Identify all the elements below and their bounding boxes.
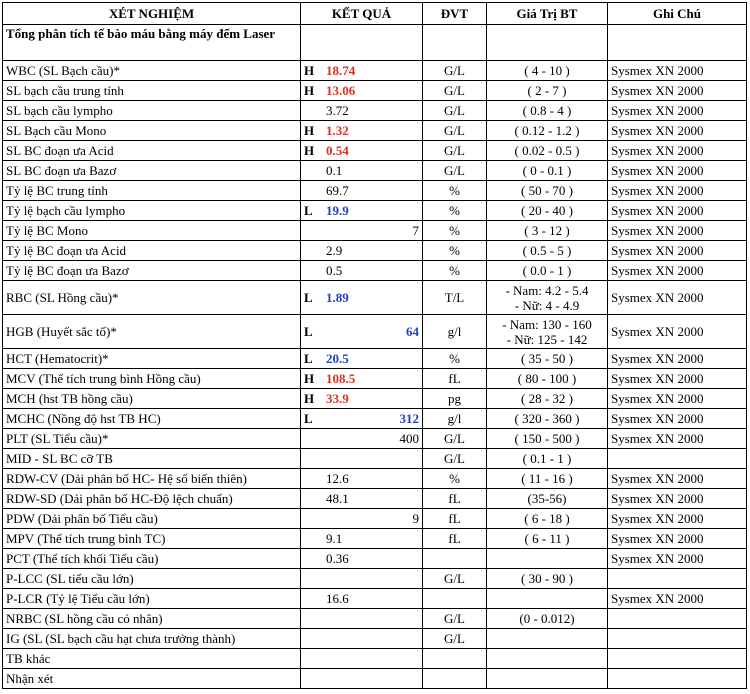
reference-range: ( 35 - 50 ) [487,349,608,369]
note-cell: Sysmex XN 2000 [608,241,747,261]
table-row [3,315,747,349]
table-row [3,529,747,549]
table-row [3,201,747,221]
note-cell: Sysmex XN 2000 [608,315,747,349]
result-flag: L [304,351,313,366]
unit-cell: G/L [423,141,487,161]
reference-range [487,281,608,315]
note-cell: Sysmex XN 2000 [608,389,747,409]
result-cell [301,669,423,689]
result-cell [301,449,423,469]
reference-range [487,629,608,649]
unit-cell: % [423,181,487,201]
header-row [3,3,747,25]
result-cell [301,569,423,589]
reference-range: ( 320 - 360 ) [487,409,608,429]
note-cell: Sysmex XN 2000 [608,221,747,241]
test-name: Tỷ lệ bạch cầu lympho [3,201,301,221]
table-row [3,181,747,201]
result-flag: H [304,391,315,406]
reference-range: (35-56) [487,489,608,509]
reference-range [487,669,608,689]
note-cell: Sysmex XN 2000 [608,121,747,141]
test-name: SL Bạch cầu Mono [3,121,301,141]
table-row [3,81,747,101]
reference-range [487,649,608,669]
unit-cell: G/L [423,61,487,81]
result-cell [301,429,423,449]
note-cell [608,609,747,629]
table-row [3,141,747,161]
test-name: Tỷ lệ BC đoạn ưa Bazơ [3,261,301,281]
result-value: 1.89 [326,290,349,305]
header-ref: Giá Trị BT [487,3,608,25]
table-row [3,629,747,649]
unit-cell: fL [423,489,487,509]
header-unit: ĐVT [423,3,487,25]
result-flag: L [304,411,313,426]
table-row [3,569,747,589]
result-cell [301,469,423,489]
result-value: 48.1 [326,491,349,506]
unit-cell: G/L [423,161,487,181]
lab-results-table [2,2,747,689]
reference-range: ( 0.12 - 1.2 ) [487,121,608,141]
table-row [3,389,747,409]
table-row [3,449,747,469]
test-name: SL bạch cầu lympho [3,101,301,121]
result-cell [301,201,423,221]
test-name: Tỷ lệ BC trung tính [3,181,301,201]
note-cell: Sysmex XN 2000 [608,509,747,529]
unit-cell: G/L [423,429,487,449]
result-cell [301,349,423,369]
note-cell: Sysmex XN 2000 [608,61,747,81]
reference-range [487,549,608,569]
unit-cell: fL [423,369,487,389]
header-result: KẾT QUẢ [301,3,423,25]
reference-range: ( 0.8 - 4 ) [487,101,608,121]
note-cell: Sysmex XN 2000 [608,429,747,449]
table-row [3,221,747,241]
reference-range: ( 6 - 11 ) [487,529,608,549]
test-name: RDW-CV (Dải phân bố HC- Hệ số biến thiên) [3,469,301,489]
section-row [3,25,747,61]
result-value: 9 [412,511,419,526]
test-name: NRBC (SL hồng cầu có nhân) [3,609,301,629]
result-cell [301,161,423,181]
reference-range-male: - Nam: 4.2 - 5.4 [505,282,589,298]
table-row [3,121,747,141]
result-cell [301,101,423,121]
result-value: 69.7 [326,183,349,198]
result-cell [301,81,423,101]
unit-cell: T/L [423,281,487,315]
result-cell [301,281,423,315]
unit-cell: % [423,241,487,261]
reference-range-female: - Nữ: 4 - 4.9 [514,297,580,313]
table-row [3,349,747,369]
unit-cell: % [423,261,487,281]
result-cell [301,61,423,81]
reference-range: ( 0 - 0.1 ) [487,161,608,181]
result-value: 0.1 [326,163,343,178]
reference-range: ( 3 - 12 ) [487,221,608,241]
reference-range: ( 30 - 90 ) [487,569,608,589]
result-flag: L [304,290,313,305]
unit-cell: G/L [423,609,487,629]
unit-cell: g/l [423,315,487,349]
unit-cell: G/L [423,101,487,121]
result-flag: H [304,371,315,386]
result-value: 20.5 [326,351,349,366]
reference-range-female: - Nữ: 125 - 142 [506,331,588,347]
result-value: 12.6 [326,471,349,486]
test-name: PDW (Dải phân bố Tiểu cầu) [3,509,301,529]
result-value: 2.9 [326,243,343,258]
result-value: 33.9 [326,391,349,406]
unit-cell: G/L [423,569,487,589]
table-row [3,549,747,569]
test-name: MCH (hst TB hồng cầu) [3,389,301,409]
reference-range: ( 28 - 32 ) [487,389,608,409]
result-flag: L [304,203,313,218]
table-row [3,369,747,389]
test-name: Tỷ lệ BC đoạn ưa Acid [3,241,301,261]
test-name: MID - SL BC cỡ TB [3,449,301,469]
note-cell: Sysmex XN 2000 [608,409,747,429]
test-name: MPV (Thể tích trung bình TC) [3,529,301,549]
table-row [3,281,747,315]
table-row [3,509,747,529]
test-name: PCT (Thể tích khối Tiểu cầu) [3,549,301,569]
reference-range [487,315,608,349]
unit-cell [423,649,487,669]
test-name: Nhận xét [3,669,301,689]
table-row [3,161,747,181]
result-value: 0.54 [326,143,349,158]
result-cell [301,389,423,409]
result-cell [301,549,423,569]
unit-cell: G/L [423,81,487,101]
unit-cell: % [423,201,487,221]
unit-cell: % [423,221,487,241]
test-name: SL BC đoạn ưa Acid [3,141,301,161]
result-cell [301,241,423,261]
result-value: 108.5 [326,371,356,386]
unit-cell: % [423,349,487,369]
table-row [3,589,747,609]
note-cell: Sysmex XN 2000 [608,589,747,609]
note-cell: Sysmex XN 2000 [608,181,747,201]
note-cell [608,449,747,469]
test-name: P-LCR (Tỷ lệ Tiểu cầu lớn) [3,589,301,609]
reference-range: ( 11 - 16 ) [487,469,608,489]
result-cell [301,315,423,349]
unit-cell: G/L [423,629,487,649]
table-row [3,649,747,669]
note-cell [608,669,747,689]
reference-range: ( 150 - 500 ) [487,429,608,449]
reference-range-male: - Nam: 130 - 160 [502,316,592,332]
unit-cell: G/L [423,449,487,469]
result-flag: H [304,83,315,98]
unit-cell: % [423,469,487,489]
note-cell [608,569,747,589]
test-name: SL BC đoạn ưa Bazơ [3,161,301,181]
result-cell [301,221,423,241]
result-flag: H [304,63,315,78]
header-note: Ghi Chú [608,3,747,25]
reference-range: ( 0.1 - 1 ) [487,449,608,469]
result-value: 13.06 [326,83,356,98]
note-cell: Sysmex XN 2000 [608,529,747,549]
test-name: RDW-SD (Dải phân bố HC-Độ lệch chuẩn) [3,489,301,509]
result-value: 400 [399,431,419,446]
unit-cell [423,669,487,689]
reference-range: ( 0.02 - 0.5 ) [487,141,608,161]
test-name: WBC (SL Bạch cầu)* [3,61,301,81]
result-value: 0.36 [326,551,349,566]
result-cell [301,261,423,281]
unit-cell: pg [423,389,487,409]
result-value: 64 [406,324,419,339]
table-row [3,261,747,281]
result-value: 9.1 [326,531,343,546]
unit-cell: fL [423,529,487,549]
unit-cell [423,549,487,569]
note-cell: Sysmex XN 2000 [608,469,747,489]
table-row [3,609,747,629]
result-cell [301,509,423,529]
result-value: 18.74 [326,63,356,78]
result-value: 1.32 [326,123,349,138]
reference-range [487,589,608,609]
result-value: 0.5 [326,263,343,278]
unit-cell [423,589,487,609]
test-name: MCV (Thể tích trung bình Hồng cầu) [3,369,301,389]
unit-cell: fL [423,509,487,529]
table-row [3,669,747,689]
result-cell [301,121,423,141]
result-cell [301,409,423,429]
note-cell: Sysmex XN 2000 [608,161,747,181]
table-row [3,101,747,121]
test-name: PLT (SL Tiểu cầu)* [3,429,301,449]
result-cell [301,181,423,201]
reference-range: ( 4 - 10 ) [487,61,608,81]
result-cell [301,629,423,649]
result-value: 7 [412,223,419,238]
test-name: TB khác [3,649,301,669]
result-cell [301,141,423,161]
result-cell [301,589,423,609]
test-name: HCT (Hematocrit)* [3,349,301,369]
note-cell: Sysmex XN 2000 [608,349,747,369]
reference-range: (0 - 0.012) [487,609,608,629]
table-row [3,61,747,81]
note-cell: Sysmex XN 2000 [608,101,747,121]
note-cell: Sysmex XN 2000 [608,141,747,161]
test-name: RBC (SL Hồng cầu)* [3,281,301,315]
result-cell [301,649,423,669]
note-cell: Sysmex XN 2000 [608,201,747,221]
result-value: 312 [399,411,419,426]
note-cell [608,649,747,669]
section-title: Tổng phân tích tế bào máu bằng máy đếm Laser [3,25,301,61]
reference-range: ( 20 - 40 ) [487,201,608,221]
result-flag: H [304,143,315,158]
unit-cell: g/l [423,409,487,429]
test-name: IG (SL (SL bạch cầu hạt chưa trưởng thành) [3,629,301,649]
result-cell [301,609,423,629]
reference-range: ( 6 - 18 ) [487,509,608,529]
table-row [3,429,747,449]
note-cell: Sysmex XN 2000 [608,281,747,315]
table-row [3,409,747,429]
test-name: SL bạch cầu trung tính [3,81,301,101]
result-flag: L [304,324,313,339]
test-name: P-LCC (SL tiểu cầu lớn) [3,569,301,589]
result-value: 16.6 [326,591,349,606]
note-cell: Sysmex XN 2000 [608,549,747,569]
unit-cell: G/L [423,121,487,141]
result-value: 19.9 [326,203,349,218]
test-name: Tỷ lệ BC Mono [3,221,301,241]
test-name: HGB (Huyết sắc tố)* [3,315,301,349]
result-cell [301,529,423,549]
note-cell: Sysmex XN 2000 [608,261,747,281]
note-cell: Sysmex XN 2000 [608,489,747,509]
table-row [3,469,747,489]
test-name: MCHC (Nồng độ hst TB HC) [3,409,301,429]
reference-range: ( 0.5 - 5 ) [487,241,608,261]
reference-range: ( 0.0 - 1 ) [487,261,608,281]
result-value: 3.72 [326,103,349,118]
reference-range: ( 50 - 70 ) [487,181,608,201]
result-cell [301,369,423,389]
note-cell: Sysmex XN 2000 [608,81,747,101]
header-test: XÉT NGHIỆM [3,3,301,25]
result-cell [301,489,423,509]
table-row [3,489,747,509]
reference-range: ( 2 - 7 ) [487,81,608,101]
table-row [3,241,747,261]
reference-range: ( 80 - 100 ) [487,369,608,389]
note-cell [608,629,747,649]
result-flag: H [304,123,315,138]
note-cell: Sysmex XN 2000 [608,369,747,389]
